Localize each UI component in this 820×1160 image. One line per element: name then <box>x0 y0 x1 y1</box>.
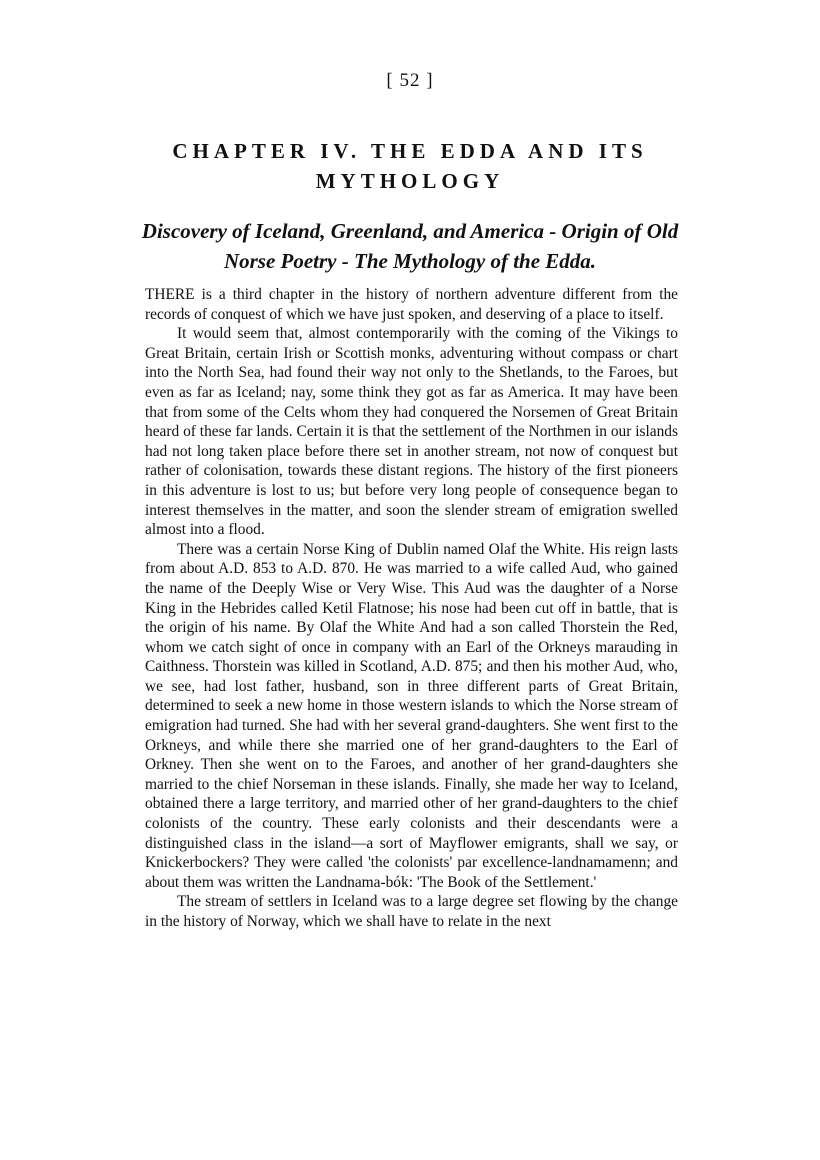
paragraph: There was a certain Norse King of Dublin named Olaf the White. His reign lasts from about A.D. 853 to A.D. 870. He was married to a wife called Aud, who gained the name of the Deeply Wise or Very Wise. This Aud was the daughter of a Norse King in the Hebrides called Ketil Flatnose; his nose had been cut off in battle, that is the origin of his name. By Olaf the White And had a son called Thorstein the Red, whom we catch sight of once in company with an Earl of the Orkneys marauding in Caithness. Thorstein was killed in Scotland, A.D. 875; and then his mother Aud, who, we see, had lost father, husband, son in three different parts of Great Britain, determined to seek a new home in those western islands to which the Norse stream of emigration had turned. She had with her several grand-daughters. She went first to the Orkneys, and while there she married one of her grand-daughters to the Earl of Orkney. Then she went on to the Faroes, and another of her grand-daughters she married to the chief Norseman in these islands. Finally, she made her way to Iceland, obtained there a large territory, and married other of her grand-daughters to the chief colonists of the country. These early colonists and their descendants were a distinguished class in the island—a sort of Mayflower emigrants, shall we say, or Knickerbockers? They were called 'the colonists' par excellence-landnamamenn; and about them was written the Landnama-bók: 'The Book of the Settlement.' <box>145 540 678 891</box>
paragraph: It would seem that, almost contemporarily with the coming of the Vikings to Great Britain, certain Irish or Scottish monks, adventuring without compass or chart into the North Sea, had found their way not only to the Shetlands, to the Faroes, but even as far as Iceland; nay, some think they got as far as America. It may have been that from some of the Celts whom they had conquered the Norsemen of Great Britain heard of these far lands. Certain it is that the settlement of the Northmen in our islands had not long taken place before there set in another stream, not now of conquest but rather of colonisation, towards these distant regions. The history of the first pioneers in this adventure is lost to us; but before very long people of consequence began to interest themselves in the matter, and soon the slender stream of emigration swelled almost into a flood. <box>145 325 678 539</box>
chapter-title: CHAPTER IV. THE EDDA AND ITS MYTHOLOGY <box>172 139 648 193</box>
chapter-subtitle: Discovery of Iceland, Greenland, and America - Origin of Old Norse Poetry - The Mythology of the Edda. <box>141 219 679 273</box>
paragraph: THERE is a third chapter in the history of northern adventure different from the records of conquest of which we have just spoken, and deserving of a place to itself. <box>145 286 678 323</box>
paragraph: The stream of settlers in Iceland was to a large degree set flowing by the change in the history of Norway, which we shall have to relate in the next <box>145 893 678 930</box>
body-text <box>145 285 678 932</box>
page-number: [ 52 ] <box>386 70 434 91</box>
